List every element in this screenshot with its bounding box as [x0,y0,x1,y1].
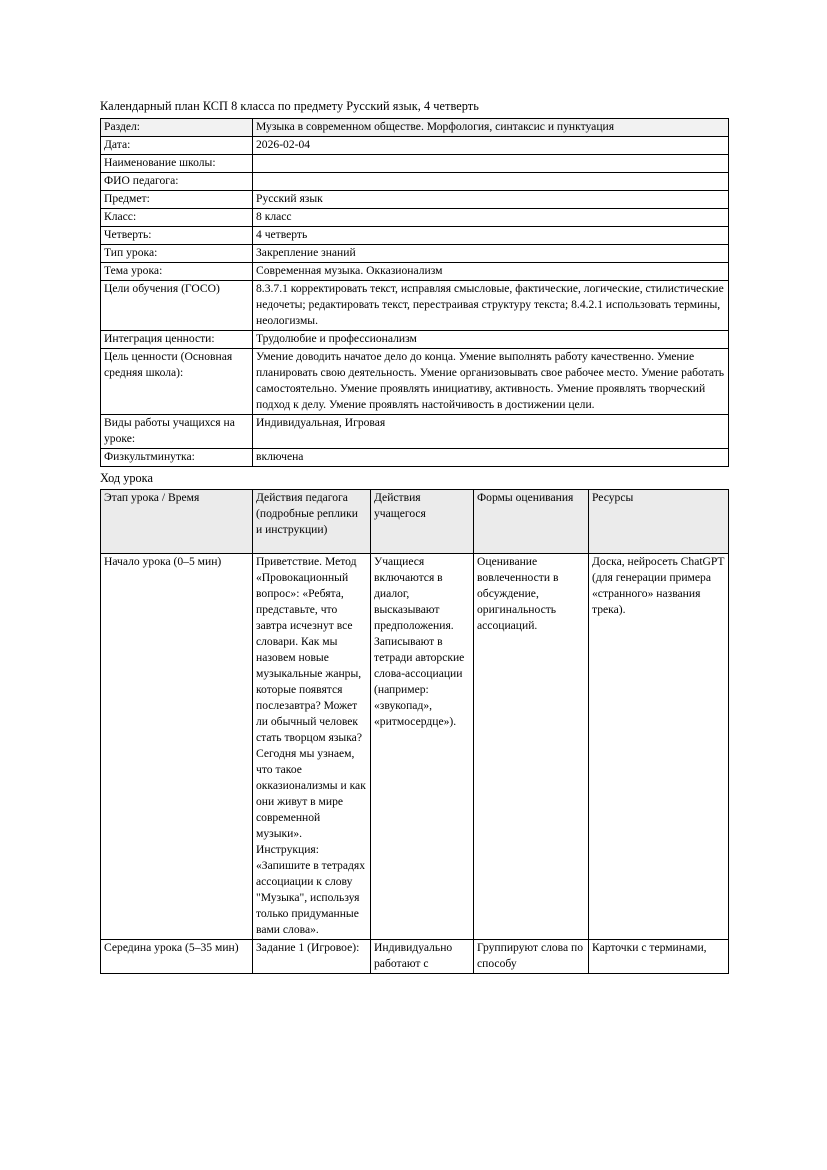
table-row [101,940,729,974]
info-value-subject: Русский язык [253,191,729,209]
cell-teacher-actions: Приветствие. Метод «Провокационный вопрос»: «Ребята, представьте, что завтра исчезнут все словари. Как мы назовем новые музыкальные жанры, которые появятся послезавтра? Может ли обычный человек стать творцом языка? Сегодня мы узнаем, что такое окказионализмы и как они живут в мире современной музыки». Инструкция: «Запишите в тетрадях ассоциации к слову "Музыка", используя только придуманные вами слова». [253,554,371,940]
table-row [101,349,729,415]
table-row [101,155,729,173]
info-label-teacher-name: ФИО педагога: [101,173,253,191]
lesson-flow-body [101,554,729,974]
table-row [101,227,729,245]
info-label-physical-break: Физкультминутка: [101,449,253,467]
table-header-row [101,490,729,554]
cell-resources: Карточки с терминами, [589,940,729,974]
lesson-info-table [100,118,729,467]
column-header-stage: Этап урока / Время [101,490,253,554]
info-value-value-goal: Умение доводить начатое дело до конца. Умение выполнять работу качественно. Умение планировать свою деятельность. Умение организовывать свое рабочее место. Умение работать самостоятельно. Умение проявлять инициативу, активность. Умение проявлять творческий подход к делу. Умение проявлять настойчивость в достижении цели. [253,349,729,415]
table-row [101,173,729,191]
info-value-school [253,155,729,173]
lesson-flow-table [100,489,729,974]
info-label-subject: Предмет: [101,191,253,209]
info-label-data: Дата: [101,137,253,155]
cell-teacher-actions: Задание 1 (Игровое): [253,940,371,974]
info-label-objectives: Цели обучения (ГОСО) [101,281,253,331]
table-row [101,209,729,227]
info-label-value-goal: Цель ценности (Основная средняя школа): [101,349,253,415]
table-row [101,119,729,137]
lesson-info-body [101,119,729,467]
column-header-student-actions: Действия учащегося [371,490,474,554]
info-label-lesson-type: Тип урока: [101,245,253,263]
cell-resources: Доска, нейросеть ChatGPT (для генерации примера «странного» названия трека). [589,554,729,940]
info-value-data: 2026-02-04 [253,137,729,155]
info-value-quarter: 4 четверть [253,227,729,245]
info-label-grade: Класс: [101,209,253,227]
info-label-quarter: Четверть: [101,227,253,245]
cell-assessment-forms: Группируют слова по способу [474,940,589,974]
page-bottom-margin [0,1072,827,1170]
table-row [101,245,729,263]
table-row [101,263,729,281]
table-row [101,415,729,449]
cell-stage: Середина урока (5–35 мин) [101,940,253,974]
info-value-lesson-type: Закрепление знаний [253,245,729,263]
info-label-razdel: Раздел: [101,119,253,137]
table-row [101,449,729,467]
document-content [100,98,728,974]
lesson-flow-head [101,490,729,554]
info-value-objectives: 8.3.7.1 корректировать текст, исправляя смысловые, фактические, логические, стилистические недочеты; редактировать текст, перестраивая структуру текста; 8.4.2.1 использовать термины, неологизмы. [253,281,729,331]
column-header-teacher-actions: Действия педагога (подробные реплики и инструкции) [253,490,371,554]
info-value-work-types: Индивидуальная, Игровая [253,415,729,449]
info-value-razdel: Музыка в современном обществе. Морфология, синтаксис и пунктуация [253,119,729,137]
info-value-value-integration: Трудолюбие и профессионализм [253,331,729,349]
cell-student-actions: Учащиеся включаются в диалог, высказывают предположения. Записывают в тетради авторские слова-ассоциации (например: «звукопад», «ритмосердце»). [371,554,474,940]
info-value-physical-break: включена [253,449,729,467]
table-row [101,137,729,155]
cell-assessment-forms: Оценивание вовлеченности в обсуждение, оригинальность ассоциаций. [474,554,589,940]
table-row [101,554,729,940]
table-row [101,281,729,331]
table-row [101,331,729,349]
info-label-value-integration: Интеграция ценности: [101,331,253,349]
info-value-grade: 8 класс [253,209,729,227]
info-value-teacher-name [253,173,729,191]
info-label-work-types: Виды работы учащихся на уроке: [101,415,253,449]
info-label-school: Наименование школы: [101,155,253,173]
info-label-lesson-topic: Тема урока: [101,263,253,281]
info-value-lesson-topic: Современная музыка. Окказионализм [253,263,729,281]
cell-stage: Начало урока (0–5 мин) [101,554,253,940]
page-title: Календарный план КСП 8 класса по предмету Русский язык, 4 четверть [100,99,479,113]
section-heading-lesson-flow: Ход урока [100,471,153,485]
table-row [101,191,729,209]
cell-student-actions: Индивидуально работают с [371,940,474,974]
column-header-assessment-forms: Формы оценивания [474,490,589,554]
column-header-resources: Ресурсы [589,490,729,554]
